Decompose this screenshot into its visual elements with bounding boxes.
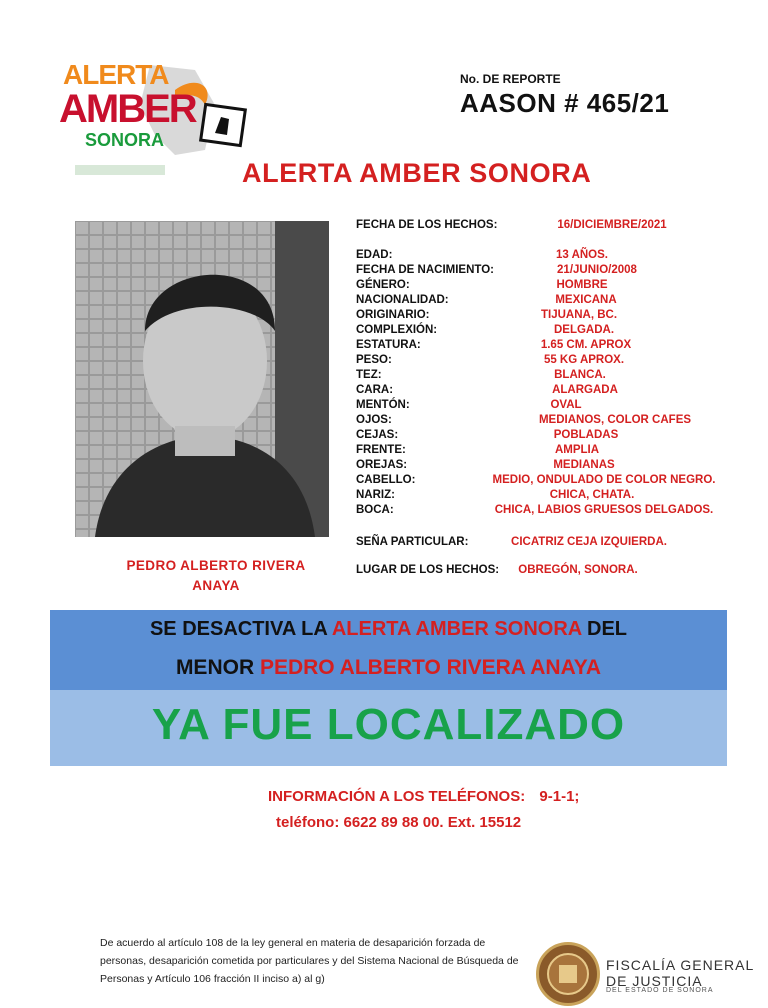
- fiscalia-line1: FISCALÍA GENERAL: [606, 957, 755, 973]
- banner-highlight: PEDRO ALBERTO RIVERA ANAYA: [259, 656, 602, 679]
- detail-value: CICATRIZ CEJA IZQUIERDA.: [511, 536, 667, 548]
- detail-value: 21/JUNIO/2008: [557, 264, 637, 276]
- detail-value: 16/DICIEMBRE/2021: [557, 219, 667, 231]
- detail-label: FRENTE:: [356, 444, 406, 456]
- banner-text: MENOR: [175, 656, 260, 679]
- detail-value: OBREGÓN, SONORA.: [518, 564, 638, 576]
- detail-label: LUGAR DE LOS HECHOS:: [356, 564, 500, 576]
- fiscalia-line2: DE JUSTICIA: [606, 973, 703, 989]
- detail-value: OVAL: [550, 399, 582, 411]
- banner-highlight: ALERTA AMBER SONORA: [331, 618, 582, 640]
- detail-value: HOMBRE: [556, 279, 608, 291]
- page-title: ALERTA AMBER SONORA: [242, 158, 592, 188]
- banner-text: SE DESACTIVA LA: [149, 618, 332, 640]
- legal-text: De acuerdo al artículo 108 de la ley general en materia de desaparición forzada de personas, desaparición cometida por particulares y del Sistema Nacional de Búsqueda de Personas y Artículo 106 fracción II inciso a) al g): [100, 937, 519, 985]
- detail-label: COMPLEXIÓN:: [356, 324, 438, 336]
- phone-info: [268, 788, 579, 805]
- detail-value: BLANCA.: [554, 369, 606, 381]
- detail-label: EDAD:: [356, 249, 393, 261]
- person-name: [96, 556, 336, 596]
- phone-number: teléfono: 6622 89 88 00. Ext. 15512: [276, 814, 522, 831]
- detail-value: DELGADA.: [553, 324, 615, 336]
- logo-amber-text: AMBER: [59, 87, 196, 131]
- detail-label: OREJAS:: [356, 459, 408, 471]
- banner-line2: [50, 650, 727, 690]
- fiscalia-line3: DEL ESTADO DE SONORA: [606, 987, 714, 994]
- detail-value: 55 KG APROX.: [543, 354, 625, 366]
- fiscalia-seal-icon: [536, 942, 600, 1006]
- detail-value: 1.65 CM. APROX: [540, 339, 632, 351]
- detail-value: MEDIANAS: [553, 459, 615, 471]
- detail-label: FECHA DE LOS HECHOS:: [356, 219, 498, 231]
- detail-label: NARIZ:: [356, 489, 395, 501]
- detail-value: TIJUANA, BC.: [540, 309, 618, 321]
- phone-info-label: INFORMACIÓN A LOS TELÉFONOS:: [268, 788, 526, 805]
- fiscalia-name: [606, 957, 754, 989]
- detail-label: TEZ:: [356, 369, 382, 381]
- person-photo: [75, 221, 329, 537]
- detail-label: CARA:: [356, 384, 394, 396]
- detail-label: CABELLO:: [356, 474, 416, 486]
- detail-label: BOCA:: [356, 504, 394, 516]
- detail-label: MENTÓN:: [356, 399, 410, 411]
- detail-value: ALARGADA: [552, 384, 618, 396]
- detail-value: MEXICANA: [555, 294, 617, 306]
- detail-label: GÉNERO:: [356, 279, 410, 291]
- detail-value: MEDIO, ONDULADO DE COLOR NEGRO.: [492, 474, 716, 486]
- located-text: YA FUE LOCALIZADO: [151, 700, 626, 749]
- detail-label: OJOS:: [356, 414, 392, 426]
- detail-value: MEDIANOS, COLOR CAFES: [538, 414, 692, 426]
- detail-value: CHICA, LABIOS GRUESOS DELGADOS.: [494, 504, 714, 516]
- emergency-number: 9-1-1;: [539, 788, 580, 805]
- logo-alerta-text: ALERTA: [63, 59, 169, 90]
- detail-label: ORIGINARIO:: [356, 309, 430, 321]
- detail-value: AMPLIA: [554, 444, 600, 456]
- alerta-amber-logo: [55, 45, 255, 180]
- banner-located: [50, 690, 727, 766]
- person-name-line2: ANAYA: [192, 578, 240, 593]
- detail-label: SEÑA PARTICULAR:: [356, 536, 469, 548]
- person-name-line1: PEDRO ALBERTO RIVERA: [126, 558, 306, 573]
- detail-label: FECHA DE NACIMIENTO:: [356, 264, 494, 276]
- logo-sonora-text: SONORA: [85, 130, 165, 150]
- banner-line1: [50, 610, 727, 650]
- report-number: AASON # 465/21: [460, 88, 670, 118]
- banner-text: DEL: [581, 618, 628, 640]
- detail-label: ESTATURA:: [356, 339, 421, 351]
- detail-label: CEJAS:: [356, 429, 399, 441]
- detail-value: CHICA, CHATA.: [549, 489, 635, 501]
- detail-label: PESO:: [356, 354, 392, 366]
- report-label: No. DE REPORTE: [460, 72, 561, 86]
- detail-label: NACIONALIDAD:: [356, 294, 449, 306]
- detail-value: POBLADAS: [553, 429, 619, 441]
- detail-value: 13 AÑOS.: [556, 249, 608, 261]
